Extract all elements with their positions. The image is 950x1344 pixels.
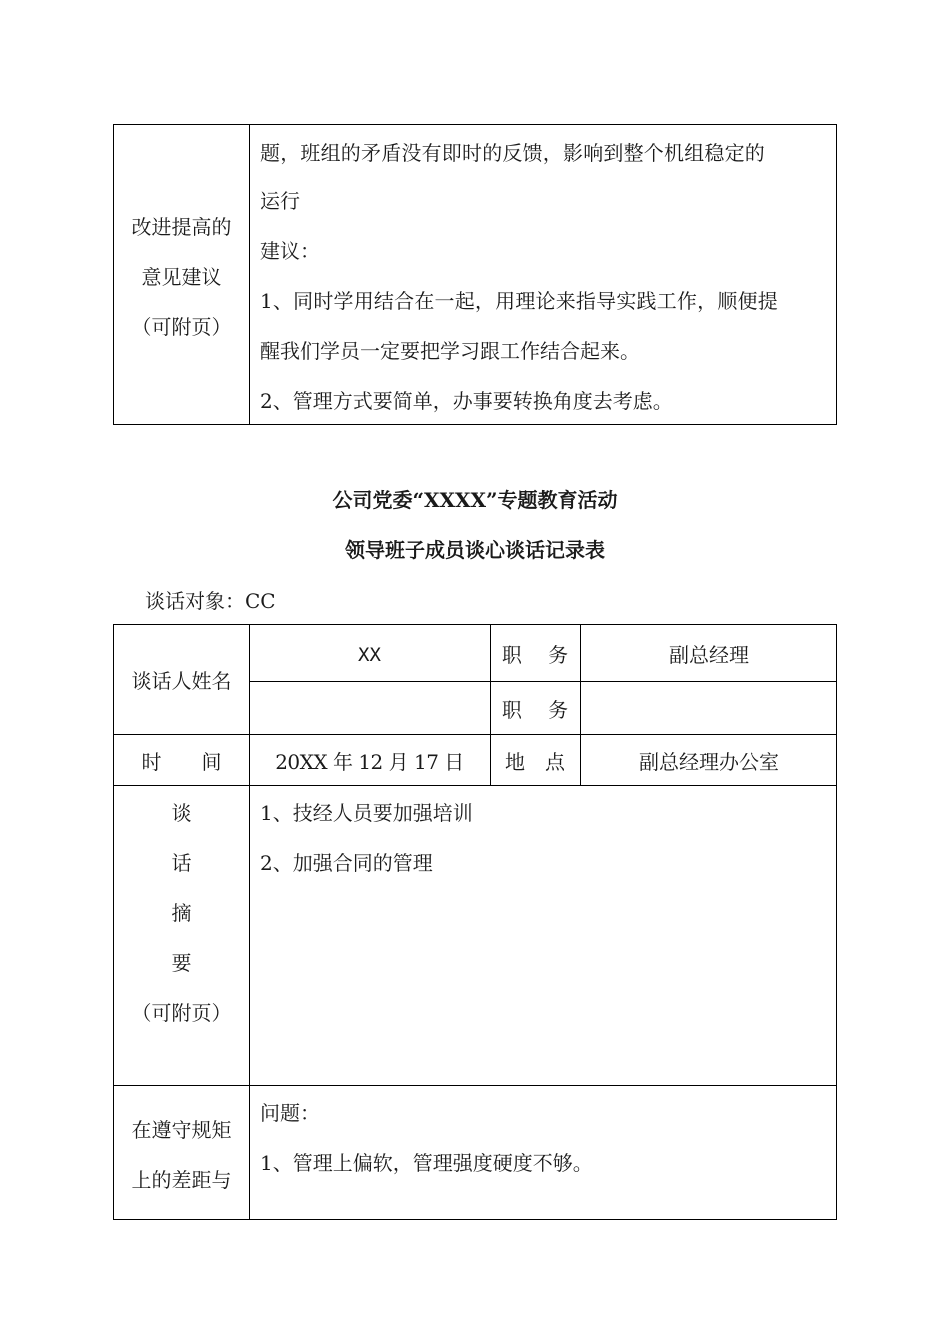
talker-name-label: 谈话人姓名 xyxy=(131,669,232,693)
gap-content-line-2: 1、管理上偏软，管理强度硬度不够。 xyxy=(260,1151,593,1175)
time-label: 时 间 xyxy=(141,750,222,774)
talker-name-value: XX xyxy=(358,644,381,666)
row-divider xyxy=(114,1085,836,1086)
suggestions-table xyxy=(113,124,837,425)
summary-content-line-2: 2、加强合同的管理 xyxy=(260,851,433,875)
column-divider xyxy=(249,625,250,1219)
gap-content-line-1: 问题： xyxy=(260,1101,320,1125)
suggestions-content-line-6: 2、管理方式要简单，办事要转换角度去考虑。 xyxy=(260,389,673,413)
place-label: 地 点 xyxy=(505,750,565,774)
document-title: 公司党委“XXXX”专题教育活动 xyxy=(332,488,618,512)
column-divider xyxy=(249,125,250,424)
suggestions-label-line-2: 意见建议 xyxy=(141,265,222,289)
suggestions-content-line-2: 运行 xyxy=(260,189,300,213)
gap-label-line-2: 上的差距与 xyxy=(131,1168,232,1192)
document-subtitle: 领导班子成员谈心谈话记录表 xyxy=(345,538,605,562)
summary-label-line-1: 谈 xyxy=(171,801,192,825)
row-divider xyxy=(114,785,836,786)
suggestions-content-line-4: 1、同时学用结合在一起，用理论来指导实践工作，顺便提 xyxy=(260,289,778,313)
summary-label-line-5: （可附页） xyxy=(131,1001,232,1025)
gap-label-line-1: 在遵守规矩 xyxy=(131,1118,232,1142)
talk-subject: 谈话对象：CC xyxy=(145,589,276,613)
talk-record-table xyxy=(113,624,837,1220)
suggestions-content-line-1: 题，班组的矛盾没有即时的反馈，影响到整个机组稳定的 xyxy=(260,141,765,165)
suggestions-content-line-3: 建议： xyxy=(260,239,320,263)
time-value: 20XX 年 12 月 17 日 xyxy=(275,750,464,774)
position-label-1: 职 务 xyxy=(501,643,569,667)
summary-label-line-3: 摘 xyxy=(171,901,192,925)
place-value: 副总经理办公室 xyxy=(639,750,779,774)
row-divider xyxy=(114,734,836,735)
summary-label-line-2: 话 xyxy=(171,851,192,875)
suggestions-label-line-1: 改进提高的 xyxy=(131,215,232,239)
summary-label-line-4: 要 xyxy=(171,951,192,975)
position-label-2: 职 务 xyxy=(501,698,569,722)
suggestions-label-line-3: （可附页） xyxy=(131,315,232,339)
suggestions-content-line-5: 醒我们学员一定要把学习跟工作结合起来。 xyxy=(260,339,640,363)
row-divider xyxy=(249,681,836,682)
position-value-1: 副总经理 xyxy=(669,643,749,667)
summary-content-line-1: 1、技经人员要加强培训 xyxy=(260,801,473,825)
